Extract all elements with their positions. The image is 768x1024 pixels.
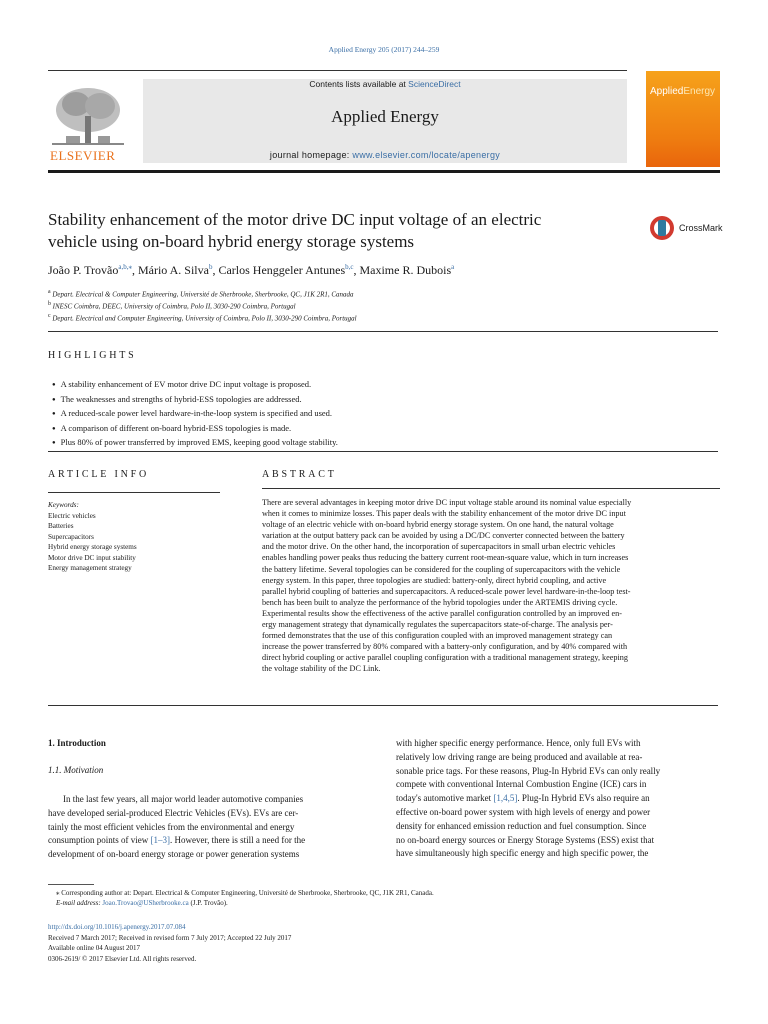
footnote-rule <box>48 884 94 885</box>
author-sep: , <box>212 263 219 277</box>
crossmark-label: CrossMark <box>679 223 723 233</box>
keyword: Hybrid energy storage systems <box>48 543 137 551</box>
citation-link[interactable]: [1–3] <box>150 835 170 846</box>
masthead-rule <box>48 70 627 71</box>
body-line: with higher specific energy performance. Hence, only full EVs with <box>396 738 641 748</box>
affiliation-text: Depart. Electrical & Computer Engineering, Université de Sherbrooke, Sherbrooke, QC, J1K 2R1, Canada <box>52 290 354 299</box>
highlights-list <box>52 378 338 451</box>
keyword: Supercapacitors <box>48 532 94 541</box>
author-affil-marker[interactable]: b,c <box>345 263 354 271</box>
homepage-prefix: journal homepage: <box>269 150 353 160</box>
keywords-block <box>48 500 137 574</box>
abstract-line: Experimental results show the effectiveness of the active parallel configuration controlled by an improved en- <box>262 608 622 618</box>
abstract-line: enables handling power peaks thus reducing the battery current root-mean-square value, which in turn increases <box>262 553 629 563</box>
cover-title-b: Energy <box>683 86 716 97</box>
body-text: . However, there is still a need for the <box>170 835 306 846</box>
email-link[interactable]: Joao.Trovao@USherbrooke.ca <box>102 899 189 907</box>
body-line: tainly the most efficient vehicles from the environmental and energy <box>48 821 295 832</box>
abstract-line: energy system. In this paper, three topologies are studied: battery-only, direct hybrid coupling, and active <box>262 575 607 585</box>
author-affil-marker[interactable]: a,b,⁎ <box>118 263 132 271</box>
affiliation-marker: a <box>48 289 51 295</box>
abstract-line: ergy management strategy that dynamically regulates the supercapacitors state-of-charge. The analysis per- <box>262 620 613 630</box>
highlight-item: ● A reduced-scale power level hardware-in-the-loop system is specified and used. <box>52 407 338 422</box>
article-info-rule <box>48 492 220 493</box>
affiliation-marker: b <box>48 300 51 307</box>
author-name: João P. Trovão <box>48 263 119 277</box>
affiliation-text: Depart. Electrical and Computer Engineering, University of Coimbra, Polo II, 3030-290 Coimbra, Portugal <box>52 313 357 322</box>
contents-line <box>143 79 627 89</box>
article-title <box>48 209 628 253</box>
email-note <box>56 898 720 908</box>
abstract-line: increase the power transferred by 80% compared with a battery-only configuration, and by 40% compared with <box>262 642 628 652</box>
keywords-label: Keywords: <box>48 501 79 509</box>
title-line: Stability enhancement of the motor drive DC input voltage of an electric <box>48 210 542 229</box>
abstract-line: and the motor drive. On the other hand, the incorporation of supercapacitors in small urban electric vehicles <box>262 542 616 552</box>
highlight-item: ● A comparison of different on-board hybrid-ESS topologies is made. <box>52 422 338 437</box>
keyword: Motor drive DC input stability <box>48 553 136 562</box>
body-line: compete with conventional Internal Combustion Engine (ICE) cars in <box>396 779 647 790</box>
left-column-text <box>48 793 372 862</box>
journal-homepage <box>143 150 627 160</box>
crossmark-badge[interactable] <box>649 214 721 242</box>
abstract-line: formed demonstrates that the use of this configuration coupled with an improved management strategy can <box>262 631 613 641</box>
author-list <box>48 263 454 278</box>
available-online: Available online 04 August 2017 <box>48 944 141 952</box>
abstract-line: the battery lifetime. Several topologies can be considered for the coupling of supercapacitors with the vehicle <box>262 564 621 574</box>
body-line-with-citation <box>48 834 372 848</box>
affiliations <box>48 288 357 323</box>
affiliation-item <box>48 300 357 312</box>
body-line-with-citation <box>396 792 720 806</box>
body-text: . Plug-In Hybrid EVs also require an <box>517 793 650 804</box>
masthead-thick-rule <box>48 170 720 173</box>
crossmark-icon <box>649 214 675 242</box>
body-text: consumption points of view <box>48 835 151 846</box>
homepage-link[interactable]: www.elsevier.com/locate/apenergy <box>352 150 501 160</box>
abstract-line: when it comes to minimize losses. This paper deals with the stability enhancement of the motor drive DC input <box>262 509 626 519</box>
section-heading-introduction: 1. Introduction <box>48 738 106 748</box>
body-line: effective on-board power system with high levels of energy and power <box>396 806 651 817</box>
affiliation-item <box>48 312 357 324</box>
author-name: Maxime R. Dubois <box>359 263 452 277</box>
abstract-line: the voltage stability of the DC Link. <box>262 664 381 674</box>
copyright: 0306-2619/ © 2017 Elsevier Ltd. All rights reserved. <box>48 954 197 963</box>
abstract-heading: ABSTRACT <box>262 469 337 480</box>
keyword: Electric vehicles <box>48 511 96 520</box>
title-line: vehicle using on-board hybrid energy storage systems <box>48 232 415 251</box>
abstract-line: voltage of an electric vehicle with on-board hybrid energy storage system. On one hand, the natural voltage <box>262 520 614 530</box>
keyword: Batteries <box>48 522 74 530</box>
corresponding-author-note: ⁎ Corresponding author at: Depart. Electrical & Computer Engineering, Université de Sherbrooke, Sherbrooke, QC, J1K 2R1, Canada. <box>56 889 434 897</box>
received-dates: Received 7 March 2017; Received in revised form 7 July 2017; Accepted 22 July 2017 <box>48 933 292 942</box>
abstract-rule <box>262 488 720 489</box>
email-tail: (J.P. Trovão). <box>188 899 228 907</box>
sciencedirect-link[interactable]: ScienceDirect <box>408 79 461 89</box>
highlights-heading: HIGHLIGHTS <box>48 350 137 361</box>
body-line: In the last few years, all major world leader automotive companies <box>63 794 304 804</box>
journal-name: Applied Energy <box>331 107 439 126</box>
cover-title-a: Applied <box>650 86 684 97</box>
author-affil-marker[interactable]: b <box>208 263 213 271</box>
highlight-item: ● The weaknesses and strengths of hybrid-ESS topologies are addressed. <box>52 393 338 408</box>
author-sep: , <box>131 263 138 277</box>
article-info-heading: ARTICLE INFO <box>48 469 150 480</box>
author-name: Mário A. Silva <box>137 263 209 277</box>
cover-title <box>650 86 715 97</box>
author-affil-marker[interactable]: a <box>451 263 455 271</box>
right-column-text <box>396 737 720 861</box>
journal-citation[interactable]: Applied Energy 205 (2017) 244–259 <box>328 45 440 54</box>
keyword: Energy management strategy <box>48 564 132 572</box>
doi-link[interactable]: http://dx.doi.org/10.1016/j.apenergy.2017.07.084 <box>48 923 186 931</box>
publisher-wordmark: ELSEVIER <box>50 148 116 163</box>
highlight-item: ● A stability enhancement of EV motor drive DC input voltage is proposed. <box>52 378 338 393</box>
footnotes <box>56 888 720 908</box>
citation-link[interactable]: [1,4,5] <box>493 793 518 804</box>
body-line: development of on-board energy storage or power generation systems <box>48 849 300 860</box>
body-text: today's automotive market <box>396 793 494 804</box>
abstract-line: parallel hybrid coupling of batteries and supercapacitors. A reduced-scale power level hardware-in-the-loop test- <box>262 586 631 596</box>
body-line: have simultaneously high specific energy and high specific power, the <box>396 848 649 859</box>
abstract-line: variation at the output battery pack can be avoided by using a DC/DC converter connected between the battery <box>262 531 625 541</box>
author-name: Carlos Henggeler Antunes <box>218 263 346 277</box>
body-line: density for enhanced emission reduction and fuel consumption. Since <box>396 820 647 831</box>
affiliation-text: INESC Coimbra, DEEC, University of Coimbra, Polo II, 3030-290 Coimbra, Portugal <box>52 302 296 311</box>
abstract-line: There are several advantages in keeping motor drive DC input voltage stable around its nominal value especially <box>262 498 632 507</box>
author-sep: , <box>353 263 360 277</box>
subsection-heading-motivation: 1.1. Motivation <box>48 765 104 775</box>
email-label: E-mail address: <box>56 899 103 907</box>
affiliation-item <box>48 288 357 300</box>
body-line: have developed serial-produced Electric Vehicles (EVs). EVs are cer- <box>48 807 299 818</box>
body-line: sonable price tags. For these reasons, Plug-In Hybrid EVs can only really <box>396 765 661 776</box>
body-line: no on-board energy sources or Energy Storage Systems (ESS) exist that <box>396 834 655 845</box>
highlight-item: ● Plus 80% of power transferred by improved EMS, keeping good voltage stability. <box>52 436 338 451</box>
article-dates <box>48 922 720 964</box>
body-line: relatively low driving range are being produced and available at rea- <box>396 751 643 762</box>
affiliation-marker: c <box>48 312 51 319</box>
section-divider <box>48 705 718 706</box>
contents-prefix: Contents lists available at <box>309 79 409 89</box>
section-divider <box>48 451 718 452</box>
section-divider <box>48 331 718 332</box>
abstract-text <box>262 497 719 675</box>
abstract-line: bench has been built to analyze the performance of the hybrid topologies under the ARTEMIS driving cycle. <box>262 597 618 607</box>
abstract-line: direct hybrid coupling or active parallel coupling configuration with a traditional management strategy, keeping <box>262 653 628 663</box>
